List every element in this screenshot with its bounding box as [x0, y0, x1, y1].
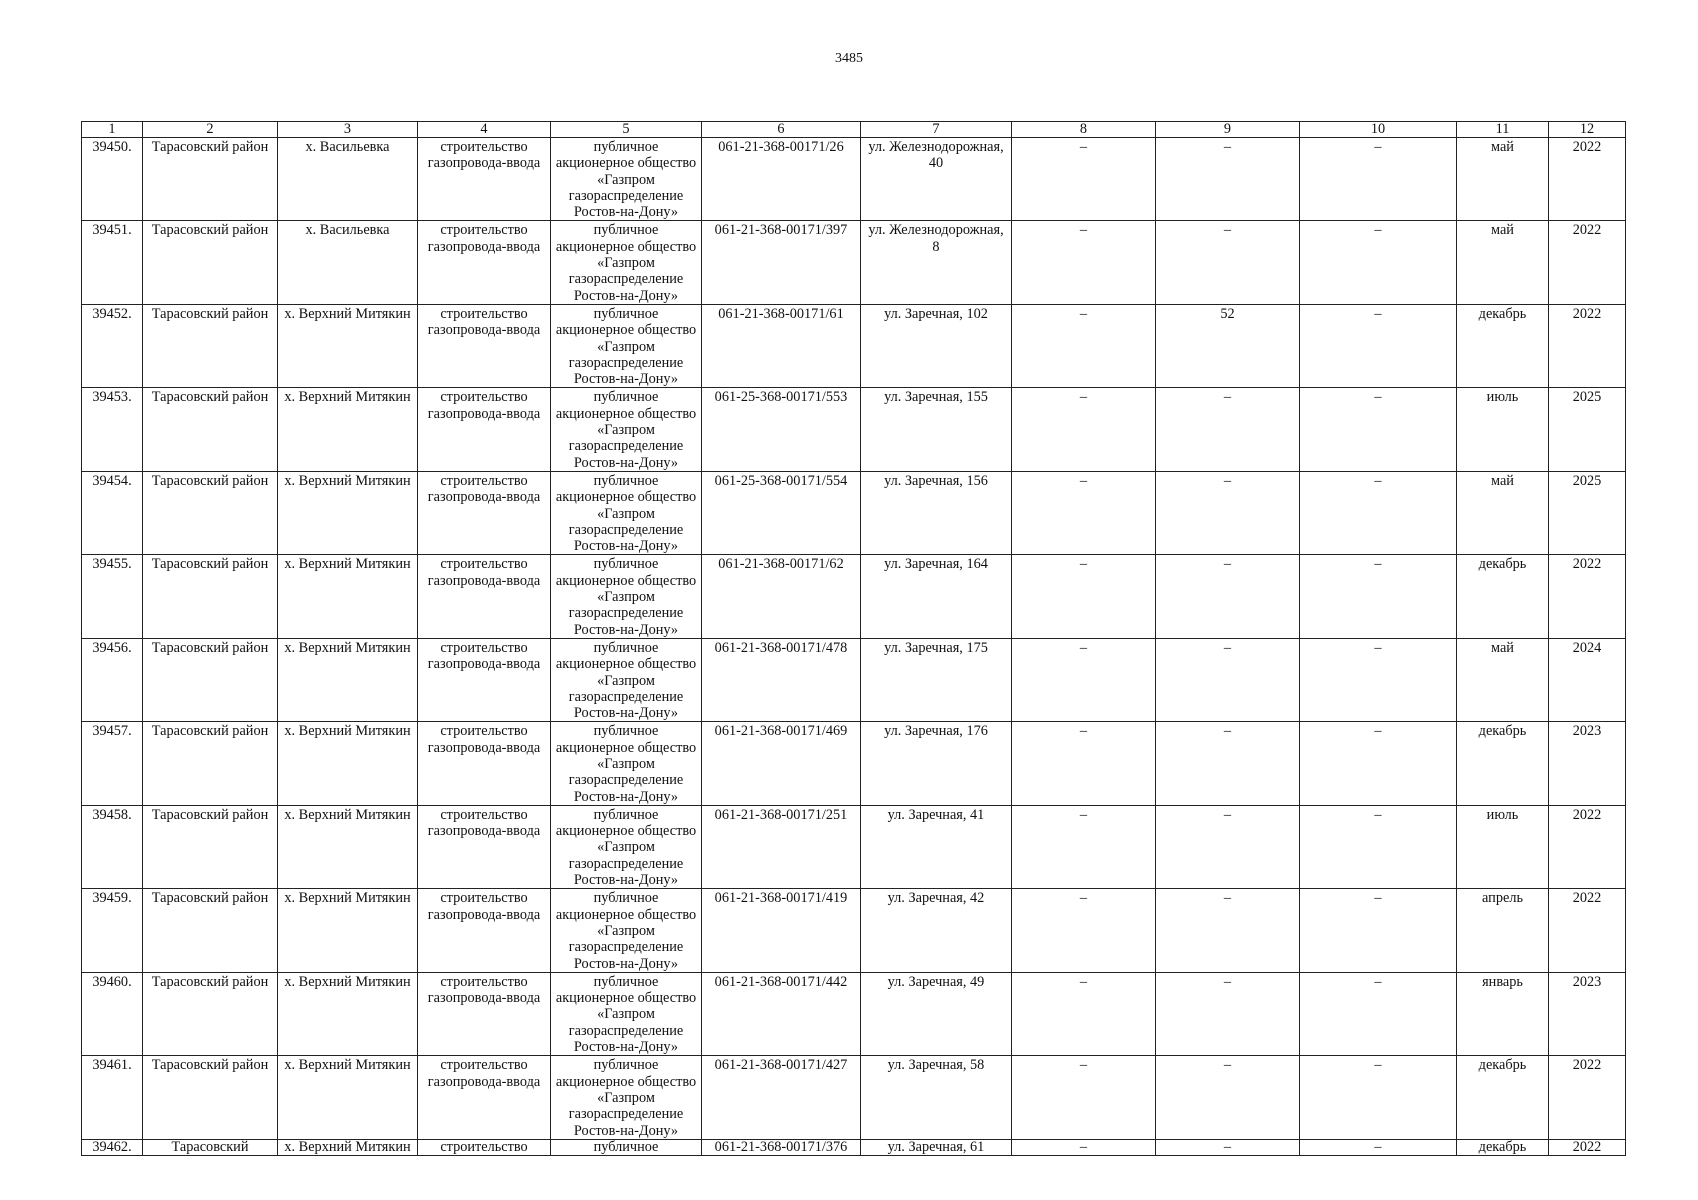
column-8-cell: – — [1012, 972, 1156, 1055]
column-number: 2 — [143, 122, 278, 138]
column-8-cell: – — [1012, 805, 1156, 888]
table-row — [82, 221, 1626, 304]
district-cell: Тарасовский район — [143, 221, 278, 304]
organization-cell: публичное акционерное общество «Газпром газораспределение Ростов-на-Дону» — [551, 388, 702, 471]
district-cell: Тарасовский — [143, 1139, 278, 1155]
column-9-cell: – — [1156, 889, 1300, 972]
column-10-cell: – — [1300, 972, 1457, 1055]
code-cell: 061-21-368-00171/376 — [702, 1139, 861, 1155]
table-row — [82, 638, 1626, 721]
row-number: 39462. — [82, 1139, 143, 1155]
column-9-cell: – — [1156, 471, 1300, 554]
settlement-cell: х. Верхний Митякин — [278, 805, 418, 888]
organization-cell: публичное акционерное общество «Газпром газораспределение Ростов-на-Дону» — [551, 555, 702, 638]
settlement-cell: х. Верхний Митякин — [278, 471, 418, 554]
district-cell: Тарасовский район — [143, 722, 278, 805]
code-cell: 061-21-368-00171/26 — [702, 138, 861, 221]
column-10-cell: – — [1300, 471, 1457, 554]
address-cell: ул. Железнодорожная, 40 — [861, 138, 1012, 221]
district-cell: Тарасовский район — [143, 138, 278, 221]
page-number: 3485 — [835, 51, 863, 66]
table-row — [82, 388, 1626, 471]
work-type-cell: строительство газопровода-ввода — [418, 1056, 551, 1139]
address-cell: ул. Заречная, 41 — [861, 805, 1012, 888]
code-cell: 061-21-368-00171/427 — [702, 1056, 861, 1139]
column-8-cell: – — [1012, 471, 1156, 554]
table-body — [82, 138, 1626, 1156]
settlement-cell: х. Верхний Митякин — [278, 555, 418, 638]
column-number: 9 — [1156, 122, 1300, 138]
table-row — [82, 555, 1626, 638]
month-cell: декабрь — [1457, 555, 1549, 638]
column-10-cell: – — [1300, 304, 1457, 387]
code-cell: 061-25-368-00171/554 — [702, 471, 861, 554]
work-type-cell: строительство газопровода-ввода — [418, 221, 551, 304]
column-9-cell: – — [1156, 1056, 1300, 1139]
row-number: 39454. — [82, 471, 143, 554]
column-10-cell: – — [1300, 805, 1457, 888]
table-row — [82, 972, 1626, 1055]
row-number: 39455. — [82, 555, 143, 638]
year-cell: 2022 — [1549, 555, 1626, 638]
column-number-row — [82, 122, 1626, 138]
district-cell: Тарасовский район — [143, 889, 278, 972]
month-cell: декабрь — [1457, 722, 1549, 805]
organization-cell: публичное акционерное общество «Газпром газораспределение Ростов-на-Дону» — [551, 722, 702, 805]
organization-cell: публичное акционерное общество «Газпром газораспределение Ростов-на-Дону» — [551, 972, 702, 1055]
work-type-cell: строительство газопровода-ввода — [418, 555, 551, 638]
table-row — [82, 722, 1626, 805]
table-row — [82, 304, 1626, 387]
row-number: 39452. — [82, 304, 143, 387]
column-number: 11 — [1457, 122, 1549, 138]
column-10-cell: – — [1300, 555, 1457, 638]
column-9-cell: – — [1156, 1139, 1300, 1155]
settlement-cell: х. Верхний Митякин — [278, 638, 418, 721]
table-row — [82, 1056, 1626, 1139]
month-cell: январь — [1457, 972, 1549, 1055]
table-row — [82, 138, 1626, 221]
column-number: 3 — [278, 122, 418, 138]
year-cell: 2024 — [1549, 638, 1626, 721]
address-cell: ул. Заречная, 164 — [861, 555, 1012, 638]
district-cell: Тарасовский район — [143, 972, 278, 1055]
column-8-cell: – — [1012, 638, 1156, 721]
work-type-cell: строительство газопровода-ввода — [418, 388, 551, 471]
year-cell: 2025 — [1549, 388, 1626, 471]
table-row — [82, 889, 1626, 972]
column-number: 10 — [1300, 122, 1457, 138]
settlement-cell: х. Верхний Митякин — [278, 1139, 418, 1155]
organization-cell: публичное акционерное общество «Газпром газораспределение Ростов-на-Дону» — [551, 221, 702, 304]
column-number: 12 — [1549, 122, 1626, 138]
year-cell: 2022 — [1549, 1056, 1626, 1139]
district-cell: Тарасовский район — [143, 555, 278, 638]
settlement-cell: х. Верхний Митякин — [278, 889, 418, 972]
work-type-cell: строительство — [418, 1139, 551, 1155]
column-9-cell: – — [1156, 555, 1300, 638]
settlement-cell: х. Васильевка — [278, 138, 418, 221]
column-8-cell: – — [1012, 304, 1156, 387]
work-type-cell: строительство газопровода-ввода — [418, 638, 551, 721]
address-cell: ул. Заречная, 176 — [861, 722, 1012, 805]
year-cell: 2022 — [1549, 138, 1626, 221]
column-9-cell: 52 — [1156, 304, 1300, 387]
column-10-cell: – — [1300, 638, 1457, 721]
settlement-cell: х. Верхний Митякин — [278, 972, 418, 1055]
column-8-cell: – — [1012, 1056, 1156, 1139]
column-9-cell: – — [1156, 972, 1300, 1055]
column-10-cell: – — [1300, 388, 1457, 471]
column-8-cell: – — [1012, 388, 1156, 471]
month-cell: июль — [1457, 388, 1549, 471]
year-cell: 2022 — [1549, 304, 1626, 387]
year-cell: 2022 — [1549, 221, 1626, 304]
row-number: 39460. — [82, 972, 143, 1055]
work-type-cell: строительство газопровода-ввода — [418, 972, 551, 1055]
organization-cell: публичное акционерное общество «Газпром газораспределение Ростов-на-Дону» — [551, 638, 702, 721]
organization-cell: публичное акционерное общество «Газпром газораспределение Ростов-на-Дону» — [551, 805, 702, 888]
column-9-cell: – — [1156, 221, 1300, 304]
column-10-cell: – — [1300, 722, 1457, 805]
table-row — [82, 805, 1626, 888]
settlement-cell: х. Васильевка — [278, 221, 418, 304]
column-8-cell: – — [1012, 555, 1156, 638]
table-row — [82, 1139, 1626, 1155]
district-cell: Тарасовский район — [143, 805, 278, 888]
address-cell: ул. Заречная, 156 — [861, 471, 1012, 554]
column-number: 6 — [702, 122, 861, 138]
code-cell: 061-21-368-00171/469 — [702, 722, 861, 805]
column-10-cell: – — [1300, 1056, 1457, 1139]
work-type-cell: строительство газопровода-ввода — [418, 138, 551, 221]
column-9-cell: – — [1156, 138, 1300, 221]
column-number: 4 — [418, 122, 551, 138]
row-number: 39461. — [82, 1056, 143, 1139]
code-cell: 061-21-368-00171/62 — [702, 555, 861, 638]
code-cell: 061-21-368-00171/397 — [702, 221, 861, 304]
year-cell: 2022 — [1549, 889, 1626, 972]
code-cell: 061-21-368-00171/442 — [702, 972, 861, 1055]
row-number: 39453. — [82, 388, 143, 471]
column-10-cell: – — [1300, 1139, 1457, 1155]
organization-cell: публичное акционерное общество «Газпром газораспределение Ростов-на-Дону» — [551, 889, 702, 972]
column-number: 1 — [82, 122, 143, 138]
column-number: 7 — [861, 122, 1012, 138]
year-cell: 2022 — [1549, 1139, 1626, 1155]
district-cell: Тарасовский район — [143, 471, 278, 554]
work-type-cell: строительство газопровода-ввода — [418, 304, 551, 387]
code-cell: 061-25-368-00171/553 — [702, 388, 861, 471]
code-cell: 061-21-368-00171/419 — [702, 889, 861, 972]
column-8-cell: – — [1012, 138, 1156, 221]
month-cell: декабрь — [1457, 1056, 1549, 1139]
year-cell: 2025 — [1549, 471, 1626, 554]
code-cell: 061-21-368-00171/478 — [702, 638, 861, 721]
column-9-cell: – — [1156, 805, 1300, 888]
address-cell: ул. Заречная, 175 — [861, 638, 1012, 721]
month-cell: декабрь — [1457, 1139, 1549, 1155]
settlement-cell: х. Верхний Митякин — [278, 388, 418, 471]
address-cell: ул. Заречная, 61 — [861, 1139, 1012, 1155]
row-number: 39456. — [82, 638, 143, 721]
column-8-cell: – — [1012, 221, 1156, 304]
address-cell: ул. Железнодорожная, 8 — [861, 221, 1012, 304]
organization-cell: публичное — [551, 1139, 702, 1155]
row-number: 39451. — [82, 221, 143, 304]
work-type-cell: строительство газопровода-ввода — [418, 805, 551, 888]
address-cell: ул. Заречная, 49 — [861, 972, 1012, 1055]
column-9-cell: – — [1156, 638, 1300, 721]
month-cell: апрель — [1457, 889, 1549, 972]
month-cell: май — [1457, 221, 1549, 304]
district-cell: Тарасовский район — [143, 304, 278, 387]
settlement-cell: х. Верхний Митякин — [278, 722, 418, 805]
district-cell: Тарасовский район — [143, 638, 278, 721]
column-number: 5 — [551, 122, 702, 138]
row-number: 39459. — [82, 889, 143, 972]
settlement-cell: х. Верхний Митякин — [278, 1056, 418, 1139]
organization-cell: публичное акционерное общество «Газпром газораспределение Ростов-на-Дону» — [551, 1056, 702, 1139]
column-10-cell: – — [1300, 138, 1457, 221]
month-cell: май — [1457, 471, 1549, 554]
organization-cell: публичное акционерное общество «Газпром газораспределение Ростов-на-Дону» — [551, 471, 702, 554]
year-cell: 2022 — [1549, 805, 1626, 888]
address-cell: ул. Заречная, 155 — [861, 388, 1012, 471]
column-9-cell: – — [1156, 722, 1300, 805]
month-cell: май — [1457, 638, 1549, 721]
column-10-cell: – — [1300, 889, 1457, 972]
column-number: 8 — [1012, 122, 1156, 138]
month-cell: июль — [1457, 805, 1549, 888]
month-cell: декабрь — [1457, 304, 1549, 387]
row-number: 39450. — [82, 138, 143, 221]
month-cell: май — [1457, 138, 1549, 221]
column-8-cell: – — [1012, 889, 1156, 972]
address-cell: ул. Заречная, 102 — [861, 304, 1012, 387]
district-cell: Тарасовский район — [143, 388, 278, 471]
column-8-cell: – — [1012, 1139, 1156, 1155]
code-cell: 061-21-368-00171/251 — [702, 805, 861, 888]
address-cell: ул. Заречная, 58 — [861, 1056, 1012, 1139]
table-row — [82, 471, 1626, 554]
year-cell: 2023 — [1549, 972, 1626, 1055]
organization-cell: публичное акционерное общество «Газпром газораспределение Ростов-на-Дону» — [551, 138, 702, 221]
organization-cell: публичное акционерное общество «Газпром газораспределение Ростов-на-Дону» — [551, 304, 702, 387]
district-cell: Тарасовский район — [143, 1056, 278, 1139]
column-10-cell: – — [1300, 221, 1457, 304]
row-number: 39457. — [82, 722, 143, 805]
work-type-cell: строительство газопровода-ввода — [418, 471, 551, 554]
settlement-cell: х. Верхний Митякин — [278, 304, 418, 387]
column-9-cell: – — [1156, 388, 1300, 471]
year-cell: 2023 — [1549, 722, 1626, 805]
code-cell: 061-21-368-00171/61 — [702, 304, 861, 387]
row-number: 39458. — [82, 805, 143, 888]
work-type-cell: строительство газопровода-ввода — [418, 722, 551, 805]
work-type-cell: строительство газопровода-ввода — [418, 889, 551, 972]
address-cell: ул. Заречная, 42 — [861, 889, 1012, 972]
column-8-cell: – — [1012, 722, 1156, 805]
registry-table — [81, 121, 1626, 1156]
